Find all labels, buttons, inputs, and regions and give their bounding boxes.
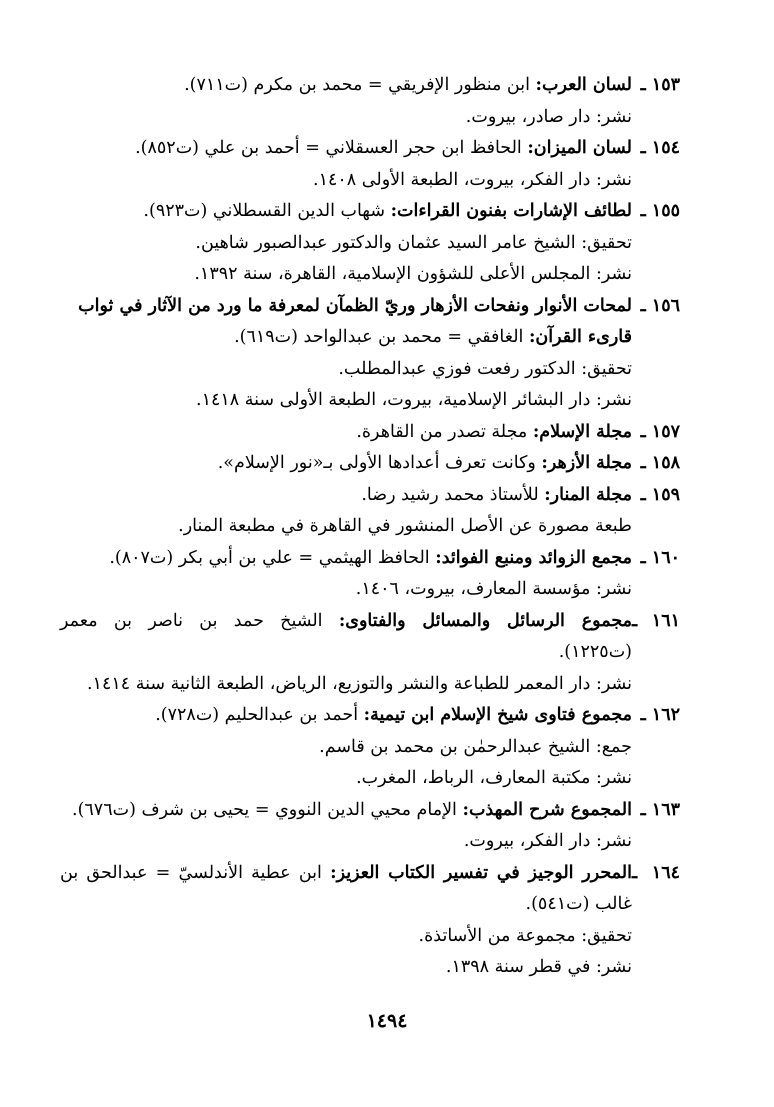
- entry-number: ١٥٦ ـ: [640, 295, 680, 316]
- bibliography-entry-153: [60, 70, 680, 133]
- entry-title: لسان الميزان:: [527, 138, 632, 158]
- entry-number: ١٦٤ ـ: [632, 862, 680, 883]
- bibliography-entry-159: [60, 480, 680, 543]
- entry-number: ١٦٣ ـ: [640, 799, 680, 820]
- entry-author-continued: (ت١٢٢٥).: [558, 642, 632, 662]
- entry-number: ١٦١ ـ: [632, 610, 680, 631]
- bibliography-entry-162: [60, 700, 680, 795]
- entry-description: وكانت تعرف أعدادها الأولى بـ«نور الإسلام».: [217, 453, 542, 473]
- entry-author: الغافقي = محمد بن عبدالواحد (ت٦١٩).: [234, 327, 529, 347]
- entry-editor: تحقيق: الدكتور رفعت فوزي عبدالمطلب.: [338, 358, 632, 379]
- entry-number: ١٥٩ ـ: [640, 484, 680, 505]
- entry-publisher: نشر: دار الفكر، بيروت.: [463, 831, 632, 851]
- entry-description: مجلة تصدر من القاهرة.: [356, 421, 533, 442]
- entry-title: المجموع شرح المهذب:: [462, 799, 632, 820]
- bibliography-entry-158: [60, 448, 680, 480]
- entry-author: للأستاذ محمد رشيد رضا.: [361, 484, 545, 505]
- entry-author: الشيخ حمد بن ناصر بن معمر: [60, 610, 339, 631]
- entry-title: مجمع الزوائد ومنبع الفوائد:: [435, 547, 632, 568]
- entry-title: مجموع فتاوى شيخ الإسلام ابن تيمية:: [363, 705, 632, 725]
- bibliography-entry-163: [60, 795, 680, 858]
- entry-number: ١٥٥ ـ: [640, 201, 680, 221]
- entry-publisher: نشر: دار المعمر للطباعة والنشر والتوزيع، الرياض، الطبعة الثانية سنة ١٤١٤.: [86, 673, 632, 694]
- bibliography-entry-155: [60, 196, 680, 291]
- entry-author: الإمام محيي الدين النووي = يحيى بن شرف (ت٦٧٦).: [72, 799, 463, 820]
- entry-note: طبعة مصورة عن الأصل المنشور في القاهرة في مطبعة المنار.: [178, 516, 632, 536]
- bibliography-entry-156: [60, 291, 680, 417]
- entry-author: ابن منظور الإفريقي = محمد بن مكرم (ت٧١١).: [184, 75, 536, 95]
- page-number: ١٤٩٤: [366, 1010, 408, 1032]
- entry-author: الحافظ ابن حجر العسقلاني = أحمد بن علي (ت٨٥٢).: [135, 138, 528, 158]
- entry-number: ١٥٤ ـ: [640, 138, 680, 158]
- entry-publisher: نشر: المجلس الأعلى للشؤون الإسلامية، القاهرة، سنة ١٣٩٢.: [194, 264, 632, 284]
- bibliography-entry-154: [60, 133, 680, 196]
- entry-number: ١٥٨ ـ: [640, 453, 680, 473]
- entry-title: مجلة المنار:: [544, 484, 632, 505]
- entry-number: ١٥٣ ـ: [640, 75, 680, 95]
- entry-title: لمحات الأنوار ونفحات الأزهار وريّ الظمآن لمعرفة ما ورد من الآثار في ثواب: [78, 295, 632, 316]
- entry-author: شهاب الدين القسطلاني (ت٩٢٣).: [143, 201, 391, 221]
- entry-title-continued: قارىء القرآن:: [528, 327, 632, 347]
- document-page: [60, 70, 680, 984]
- entry-publisher: نشر: مكتبة المعارف، الرباط، المغرب.: [356, 768, 632, 788]
- entry-author-continued: غالب (ت٥٤١).: [525, 894, 632, 914]
- entry-publisher: نشر: دار الفكر، بيروت، الطبعة الأولى ١٤٠٨.: [313, 169, 632, 190]
- entry-publisher: نشر: دار البشائر الإسلامية، بيروت، الطبعة الأولى سنة ١٤١٨.: [196, 390, 632, 410]
- entry-number: ١٦٢ ـ: [640, 705, 680, 725]
- entry-title: مجلة الإسلام:: [532, 421, 632, 442]
- entry-author: أحمد بن عبدالحليم (ت٧٢٨).: [155, 705, 364, 725]
- entry-number: ١٦٠ ـ: [640, 547, 680, 568]
- entry-title: لسان العرب:: [535, 75, 632, 95]
- entry-title: مجموع الرسائل والمسائل والفتاوى:: [338, 610, 632, 631]
- bibliography-entry-164: [60, 858, 680, 984]
- bibliography-entry-161: [60, 606, 680, 701]
- entry-author: ابن عطية الأندلسيّ = عبدالحق بن: [60, 862, 331, 883]
- entry-title: مجلة الأزهر:: [541, 453, 632, 473]
- entry-publisher: نشر: مؤسسة المعارف، بيروت، ١٤٠٦.: [355, 579, 632, 599]
- entry-editor: تحقيق: مجموعة من الأساتذة.: [418, 925, 632, 946]
- entry-author: الحافظ الهيثمي = علي بن أبي بكر (ت٨٠٧).: [109, 547, 436, 568]
- entry-number: ١٥٧ ـ: [640, 421, 680, 442]
- bibliography-entry-160: [60, 543, 680, 606]
- entry-publisher: نشر: في قطر سنة ١٣٩٨.: [445, 957, 632, 977]
- entry-title: لطائف الإشارات بفنون القراءات:: [390, 201, 632, 221]
- entry-title: المحرر الوجيز في تفسير الكتاب العزيز:: [330, 862, 632, 883]
- bibliography-entry-157: [60, 417, 680, 449]
- entry-compiler: جمع: الشيخ عبدالرحمٰن بن محمد بن قاسم.: [319, 736, 632, 757]
- entry-editor: تحقيق: الشيخ عامر السيد عثمان والدكتور عبدالصبور شاهين.: [195, 232, 632, 253]
- entry-publisher: نشر: دار صادر، بيروت.: [465, 106, 632, 127]
